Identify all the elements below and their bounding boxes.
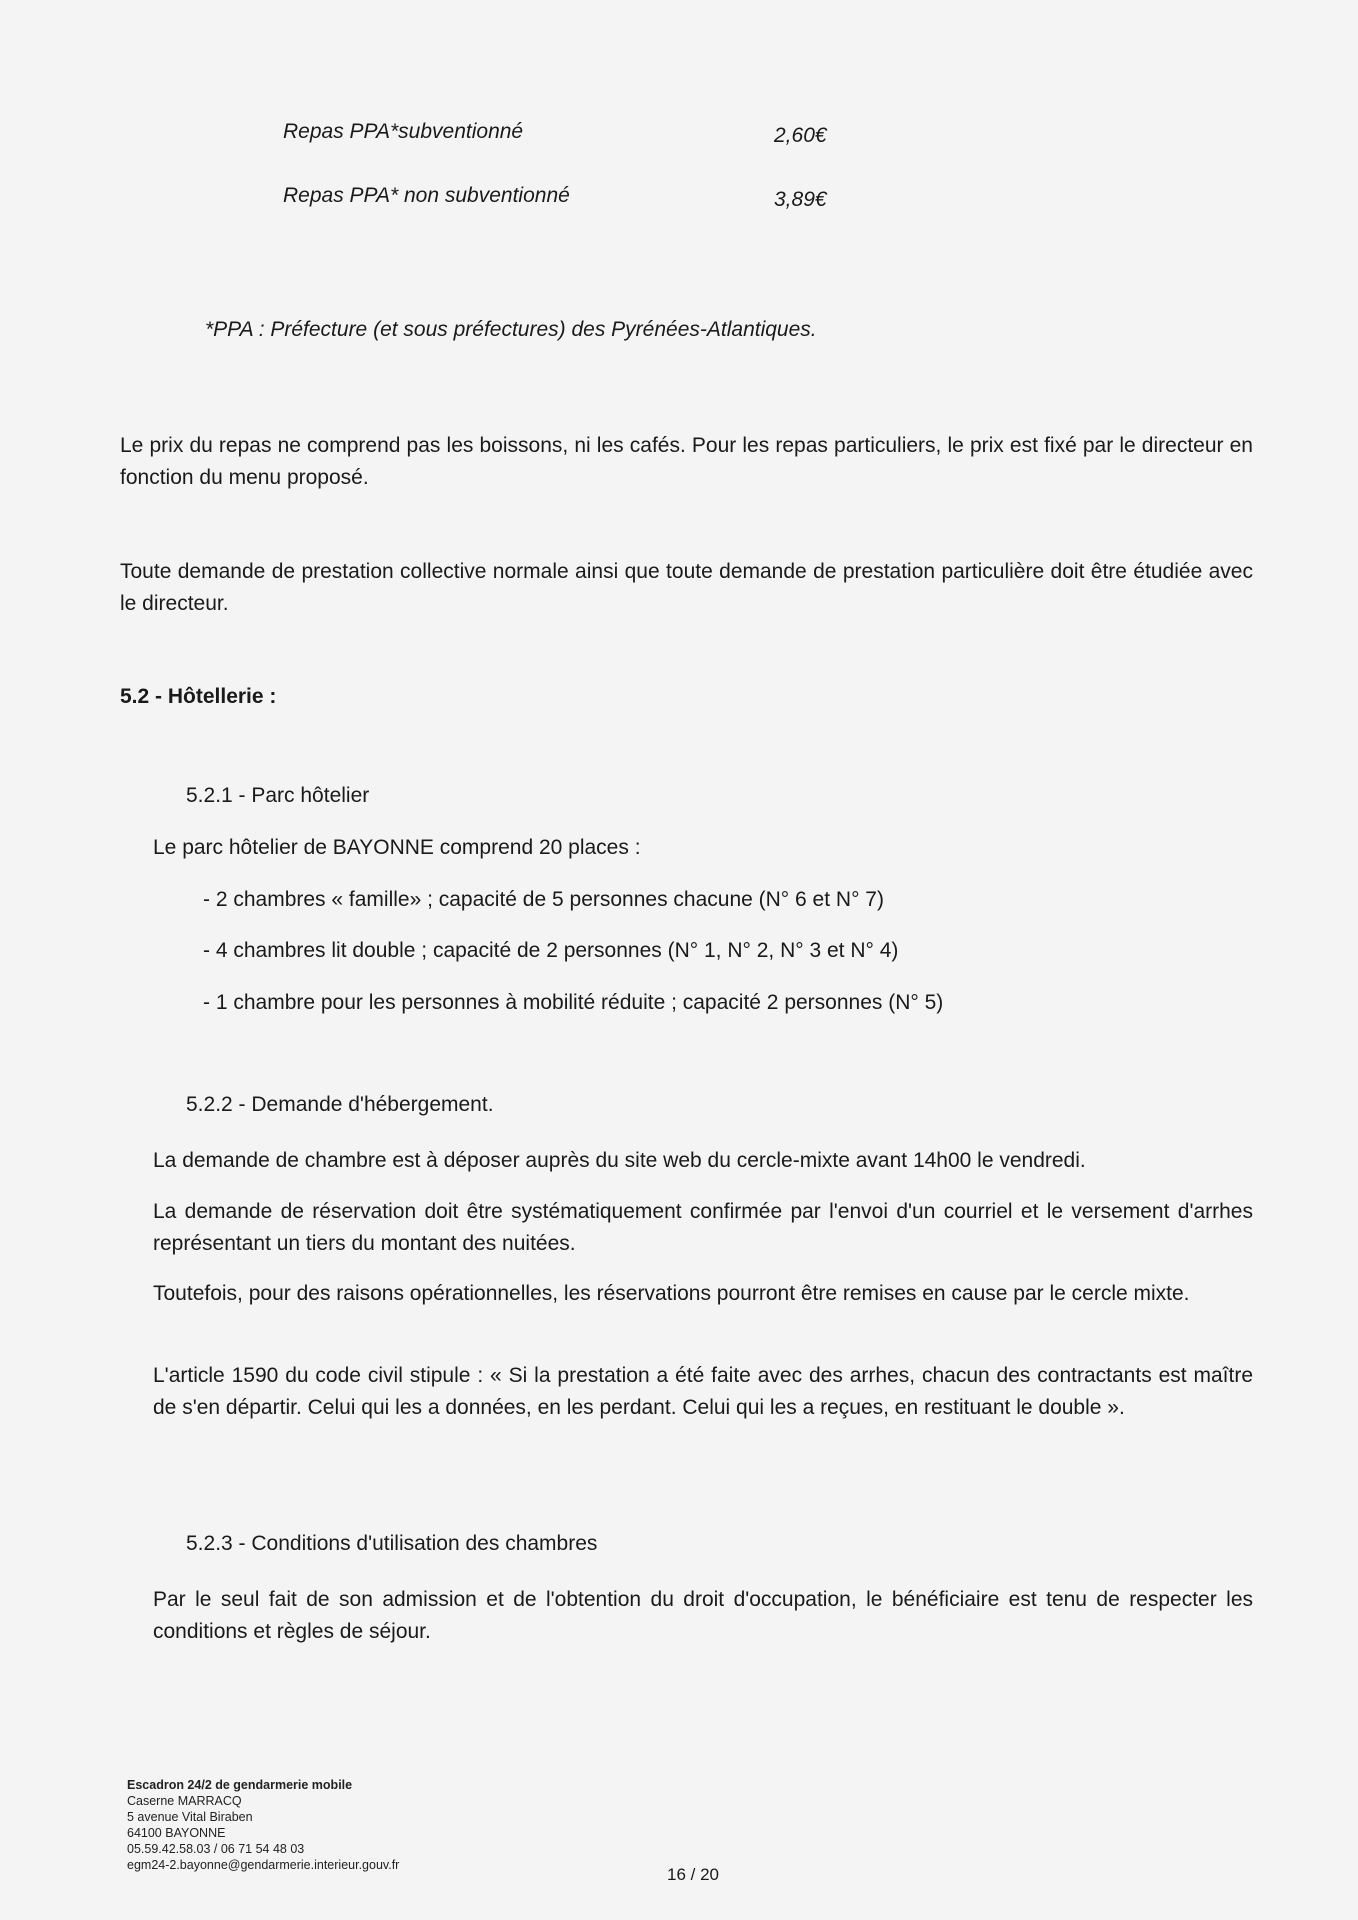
- price-value-non-subventionne: 3,89€: [774, 188, 827, 211]
- bleed-through-text: [560, 268, 569, 307]
- paragraph-reservation: La demande de réservation doit être systématiquement confirmée par l'envoi d'un courriel et le versement d'arrhes représentant un tiers du montant des nuitées.: [153, 1200, 1253, 1255]
- footer-email: egm24-2.bayonne@gendarmerie.interieur.gouv.fr: [127, 1858, 400, 1872]
- paragraph-toutefois: Toutefois, pour des raisons opérationnelles, les réservations pourront être remises en cause par le cercle mixte.: [153, 1282, 1190, 1305]
- parc-intro: Le parc hôtelier de BAYONNE comprend 20 places :: [153, 836, 641, 859]
- price-label-subventionne: Repas PPA*subventionné: [283, 120, 524, 143]
- footer-line-city: 64100 BAYONNE: [127, 1826, 226, 1840]
- price-value-subventionne: 2,60€: [774, 124, 827, 147]
- price-label-non-subventionne: Repas PPA* non subventionné: [283, 184, 570, 207]
- footer-line-street: 5 avenue Vital Biraben: [127, 1810, 253, 1824]
- section-heading-hotellerie: 5.2 - Hôtellerie :: [120, 685, 277, 708]
- room-item-pmr: - 1 chambre pour les personnes à mobilité réduite ; capacité 2 personnes (N° 5): [203, 991, 944, 1014]
- room-item-lit-double: - 4 chambres lit double ; capacité de 2 personnes (N° 1, N° 2, N° 3 et N° 4): [203, 939, 899, 962]
- subheading-parc-hotelier: 5.2.1 - Parc hôtelier: [186, 784, 370, 807]
- paragraph-site-web: La demande de chambre est à déposer auprès du site web du cercle-mixte avant 14h00 le vendredi.: [153, 1149, 1086, 1172]
- paragraph-demande-prestation: Toute demande de prestation collective normale ainsi que toute demande de prestation particulière doit être étudiée avec le directeur.: [120, 560, 1253, 615]
- subheading-demande-hebergement: 5.2.2 - Demande d'hébergement.: [186, 1093, 494, 1116]
- footer-org: Escadron 24/2 de gendarmerie mobile: [127, 1778, 353, 1792]
- page-number: 16 / 20: [667, 1865, 719, 1884]
- room-item-famille: - 2 chambres « famille» ; capacité de 5 personnes chacune (N° 6 et N° 7): [203, 888, 884, 911]
- paragraph-article-1590: L'article 1590 du code civil stipule : « Si la prestation a été faite avec des arrhes, chacun des contractants est maître de s'en départir. Celui qui les a données, en les perdant. Celui qui les a reçues, en restituant le double ».: [153, 1364, 1253, 1419]
- footer-address-block: [127, 1777, 399, 1873]
- subheading-conditions-chambres: 5.2.3 - Conditions d'utilisation des chambres: [186, 1532, 598, 1555]
- ppa-footnote: *PPA : Préfecture (et sous préfectures) des Pyrénées-Atlantiques.: [205, 318, 817, 341]
- paragraph-admission: Par le seul fait de son admission et de l'obtention du droit d'occupation, le bénéficiaire est tenu de respecter les conditions et règles de séjour.: [153, 1588, 1253, 1643]
- footer-phone: 05.59.42.58.03 / 06 71 54 48 03: [127, 1842, 305, 1856]
- paragraph-boissons: Le prix du repas ne comprend pas les boissons, ni les cafés. Pour les repas particuliers, le prix est fixé par le directeur en fonction du menu proposé.: [120, 434, 1253, 489]
- footer-line-caserne: Caserne MARRACQ: [127, 1794, 242, 1808]
